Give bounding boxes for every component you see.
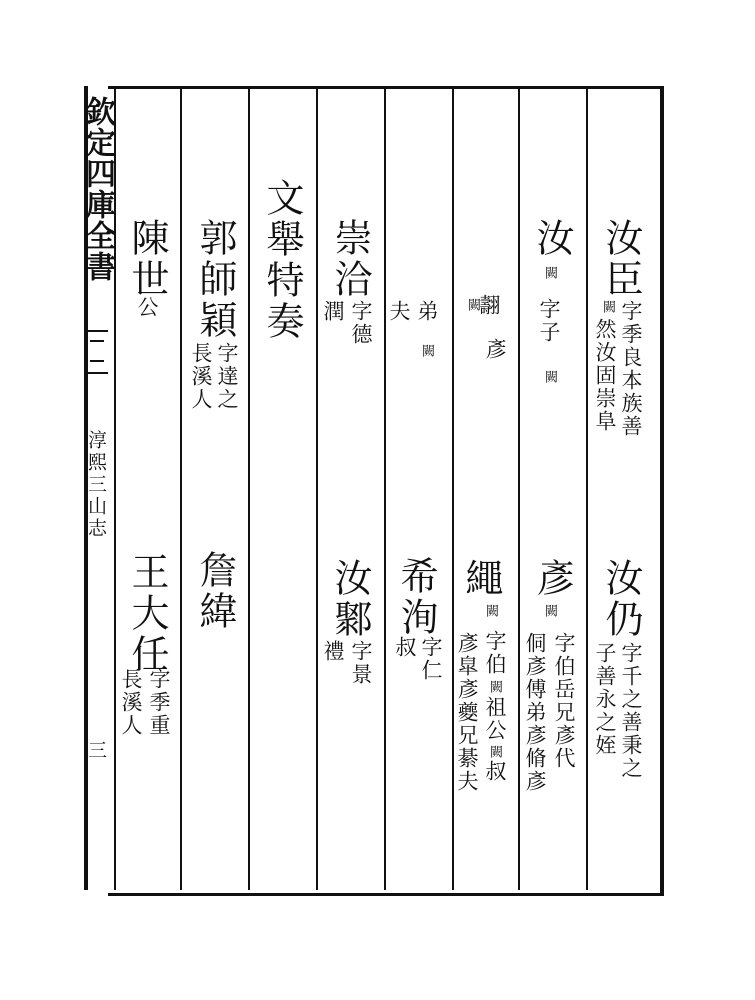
entry-note: 彥皐彥夔兄綦夫 [455,632,479,793]
entry-name: 陳世 [125,218,169,300]
entry-note: 字伯岳兄彥代 [552,632,576,770]
missing-mark: 闕 [542,266,557,279]
column-rule [248,86,250,890]
entry-name: 汝 [530,218,574,259]
entry-note: 字仁 [419,636,443,682]
entry-note: 彥 [483,338,507,361]
entry-note: 侗彥傅弟彥脩彥 [523,632,547,793]
column-rule [180,86,182,890]
entry-name: 汝鄹 [328,558,372,640]
entry-name: 崇洽 [328,218,372,300]
entry-note: 禮 [321,640,345,663]
entry-note: 公 [135,296,159,319]
book-title: 淳熙三山志 [85,430,107,540]
entry-note: 字伯 [483,630,507,676]
entry-note: 弟 [415,300,439,323]
entry-note: 叔 [483,760,507,783]
page-number: 三 [85,740,107,762]
entry-note: 字季重 [147,668,171,737]
entry-name: 希洵 [394,556,438,638]
missing-mark: 闕 [465,298,480,311]
missing-mark: 闕 [419,344,434,357]
missing-mark: 闕 [487,680,502,693]
entry-name: 汝臣 [599,218,643,300]
entry-note: 祖公 [483,696,507,742]
entry-name: 彥 [530,558,574,599]
page-frame [108,86,664,896]
column-rule [316,86,318,890]
entry-name: 詹緯 [193,550,237,632]
entry-note: 子善永之姪 [593,642,617,757]
collection-title: 欽定四庫全書 [80,96,115,282]
column-rule [384,86,386,890]
entry-name: 郭師穎 [193,218,237,341]
entry-note: 然汝固崇阜 [593,318,617,433]
fish-tail-mark [86,330,108,374]
entry-name: 王大任 [125,552,169,675]
missing-mark: 闕 [542,370,557,383]
entry-note: 字景 [349,640,373,686]
column-rule [518,86,520,890]
entry-note: 字子 [537,298,561,344]
missing-mark: 闕 [483,604,498,617]
entry-note: 潤 [321,300,345,323]
entry-note: 叔 [393,636,417,659]
column-rule [452,86,454,890]
missing-mark: 闕 [542,604,557,617]
entry-note: 字千之善秉之 [619,642,643,780]
entry-note: 夫 [387,300,411,323]
entry-note: 字季良本族善 [619,300,643,438]
entry-note: 字達之 [215,342,239,411]
entry-name: 汝仍 [599,558,643,640]
missing-mark: 闕 [600,300,615,313]
entry-note: 字德 [349,300,373,346]
section-heading: 文舉特奏 [260,178,304,342]
missing-mark: 闕 [487,745,502,758]
entry-name: 繩 [459,558,503,599]
entry-name: 翿 [477,294,501,317]
column-rule [586,86,588,890]
entry-note: 長溪人 [119,668,143,737]
entry-note: 長溪人 [189,342,213,411]
